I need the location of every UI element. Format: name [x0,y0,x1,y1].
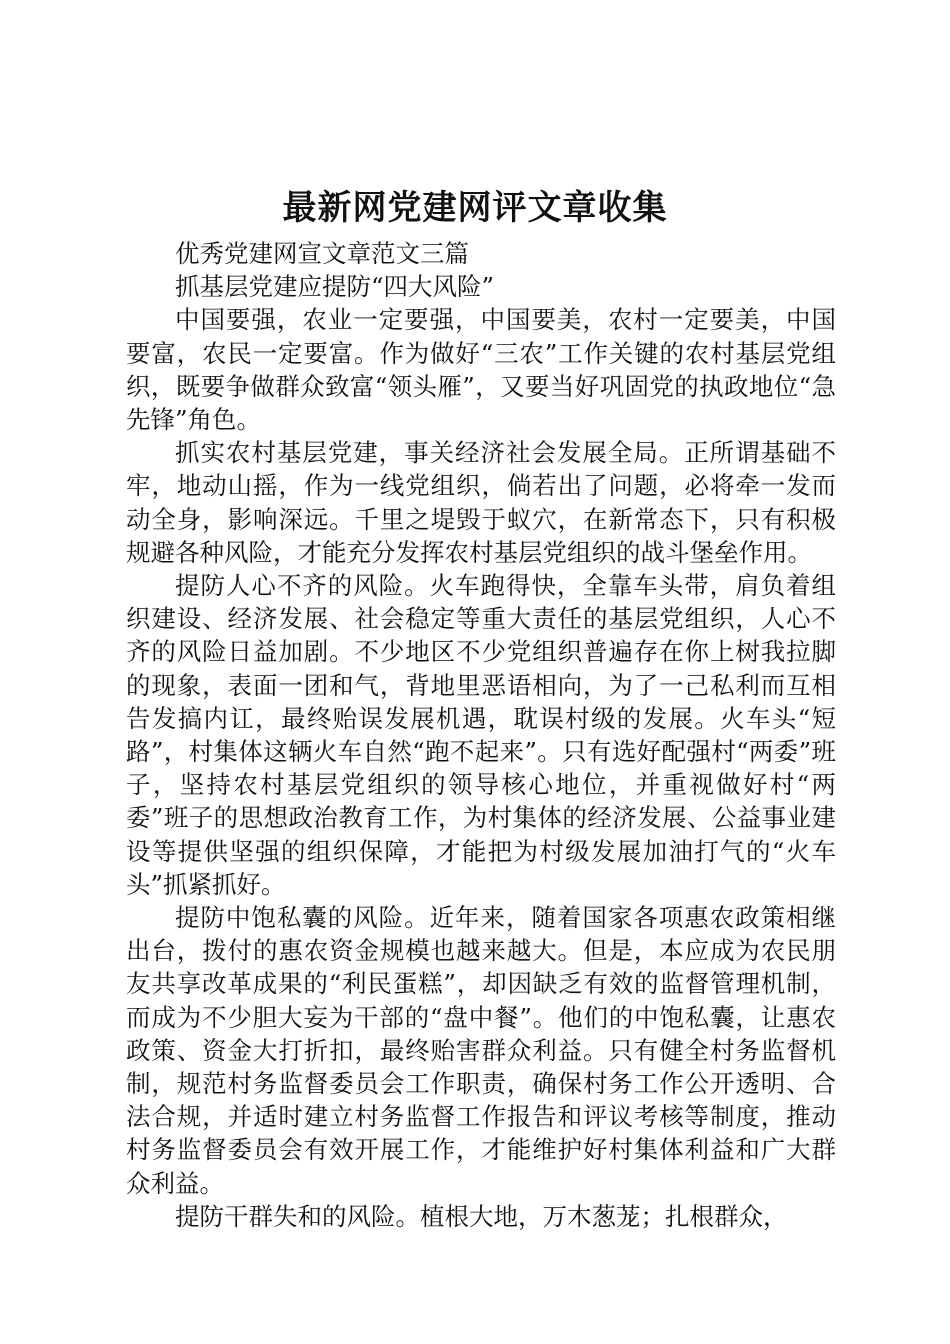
subtitle-paragraph: 优秀党建网宣文章范文三篇 [175,239,469,268]
article-heading: 抓基层党建应提防“四大风险” [175,272,495,302]
document-title: 最新网党建网评文章收集 [282,188,668,228]
body-paragraph: 提防人心不齐的风险。火车跑得快，全靠车头带，肩负着组织建设、经济发展、社会稳定等重大责任的基层党组织，人心不齐的风险日益加剧。不少地区不少党组织普遍存在你上树我拉脚的现象，表面一团和气，背地里恶语相向，为了一己私利而互相告发搞内讧，最终贻误发展机遇，耽误村级的发展。火车头“短路”，村集体这辆火车自然“跑不起来”。只有选好配强村“两委”班子，坚持农村基层党组织的领导核心地位，并重视做好村“两委”班子的思想政治教育工作，为村集体的经济发展、公益事业建设等提供坚强的组织保障，才能把为村级发展加油打气的“火车头”抓紧抓好。 [126,571,836,899]
document-body [126,237,836,1233]
body-paragraph: 中国要强，农业一定要强，中国要美，农村一定要美，中国要富，农民一定要富。作为做好“三农”工作关键的农村基层党组织，既要争做群众致富“领头雁”，又要当好巩固党的执政地位“急先锋”角色。 [126,305,836,435]
body-paragraph: 提防干群失和的风险。植根大地，万木葱茏；扎根群众， [175,1201,788,1231]
body-paragraph: 抓实农村基层党建，事关经济社会发展全局。正所谓基础不牢，地动山摇，作为一线党组织，倘若出了问题，必将牵一发而动全身，影响深远。千里之堤毁于蚁穴，在新常态下，只有积极规避各种风险，才能充分发挥农村基层党组织的战斗堡垒作用。 [126,438,836,567]
body-paragraph: 提防中饱私囊的风险。近年来，随着国家各项惠农政策相继出台，拨付的惠农资金规模也越来越大。但是，本应成为农民朋友共享改革成果的“利民蛋糕”，却因缺乏有效的监督管理机制，而成为不少胆大妄为干部的“盘中餐”。他们的中饱私囊，让惠农政策、资金大打折扣，最终贻害群众利益。只有健全村务监督机制，规范村务监督委员会工作职责，确保村务工作公开透明、合法合规，并适时建立村务监督工作报告和评议考核等制度，推动村务监督委员会有效开展工作，才能维护好村集体利益和广大群众利益。 [126,903,836,1198]
